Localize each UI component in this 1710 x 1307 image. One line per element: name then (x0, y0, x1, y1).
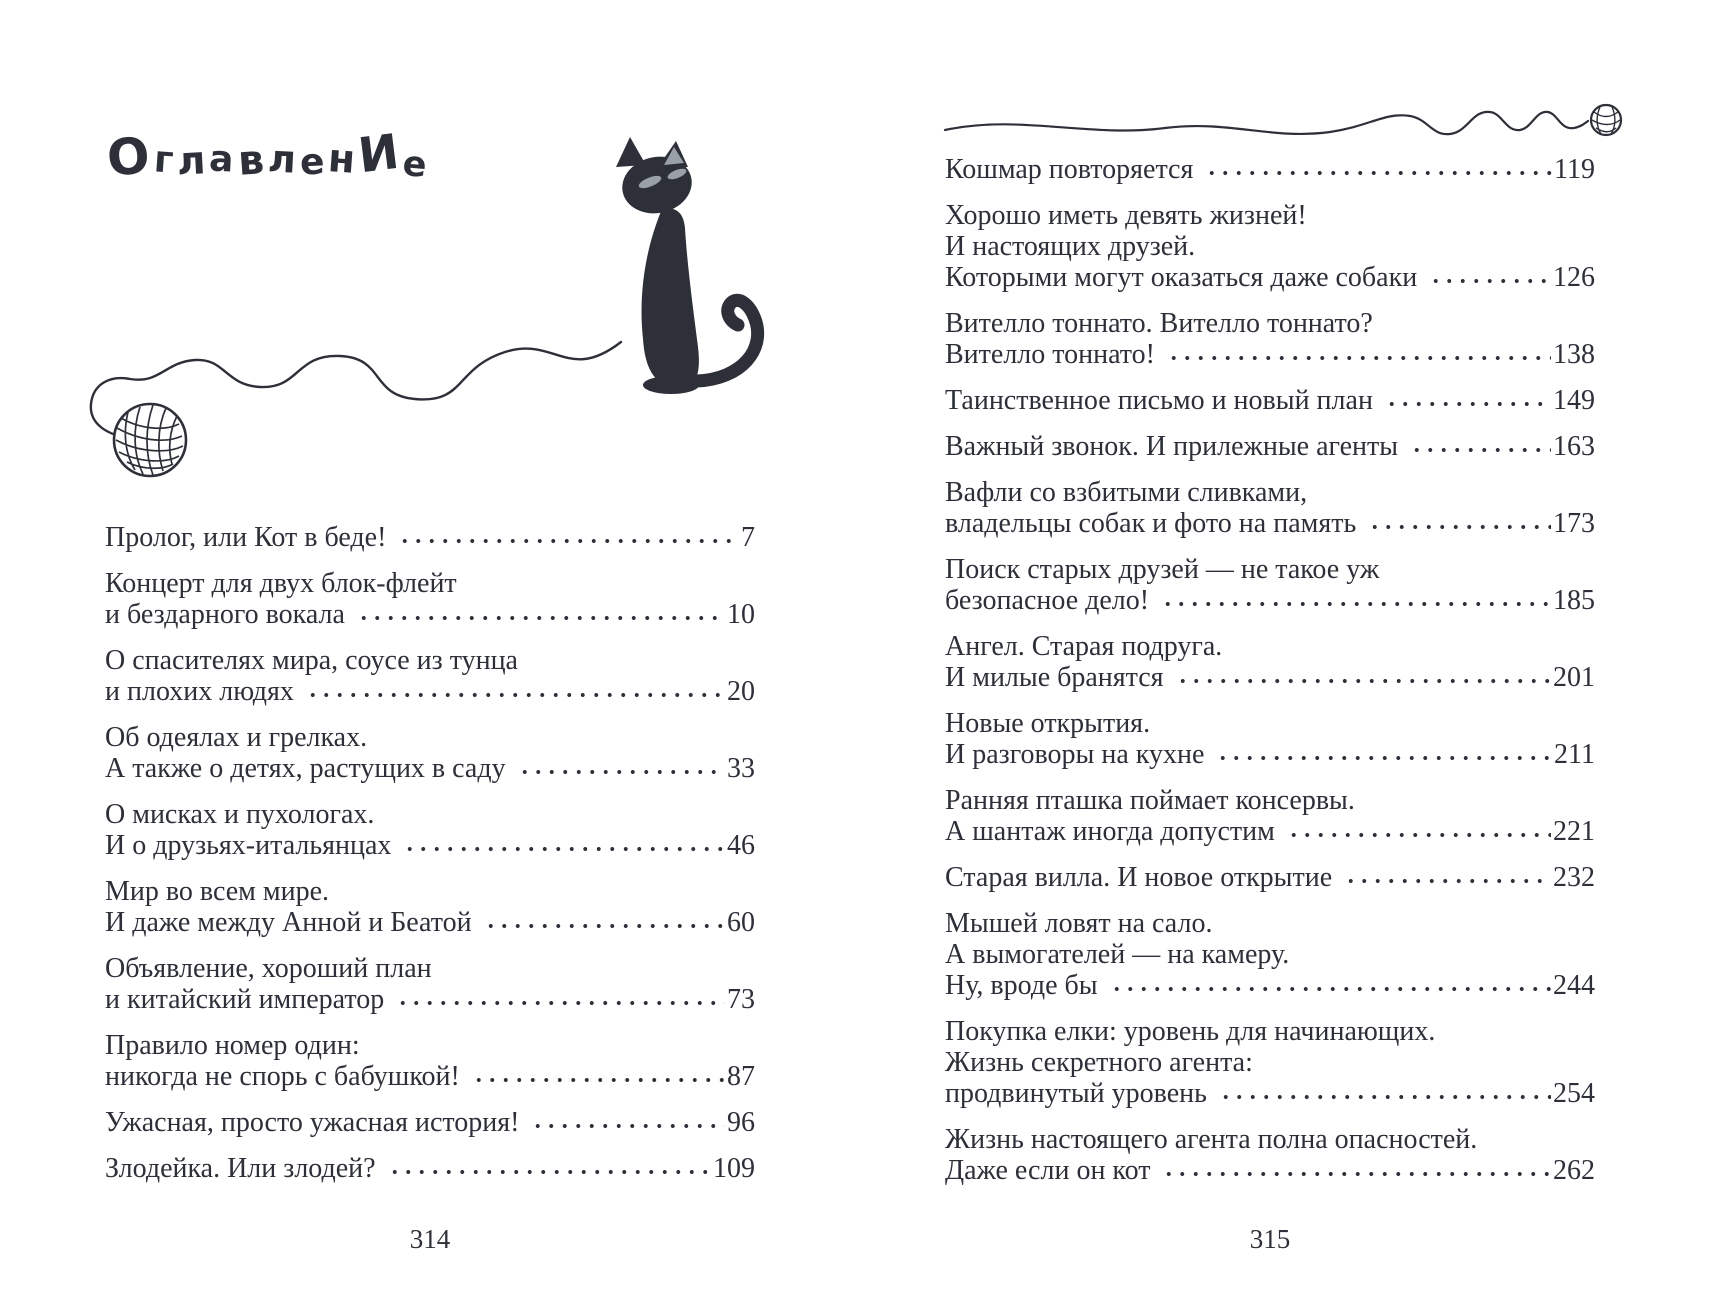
title-letter: г (152, 137, 175, 182)
toc-entry (105, 1030, 755, 1092)
toc-entry (105, 1107, 755, 1138)
toc-entry-text: Объявление, хороший план (105, 953, 432, 984)
toc-entry-page-number: 109 (713, 1153, 755, 1184)
toc-entry-page-number: 211 (1554, 739, 1595, 770)
toc-entry (105, 799, 755, 861)
toc-entry-page-number: 96 (727, 1107, 755, 1138)
dot-leader (527, 1107, 725, 1138)
toc-entry-text: О спасителях мира, соусе из тунца (105, 645, 518, 676)
toc-entry-text: Таинственное письмо и новый план (945, 385, 1373, 416)
toc-entry-page-number: 20 (727, 676, 755, 707)
toc-entry-page-number: 73 (727, 984, 755, 1015)
toc-entry (945, 154, 1595, 185)
dot-leader (399, 830, 725, 861)
title-letter: н (326, 136, 357, 183)
cat-icon (600, 133, 810, 418)
toc-entry-text: безопасное дело! (945, 585, 1150, 616)
toc-entry-text: А вымогателей — на камеру. (945, 939, 1290, 970)
toc-entry (945, 200, 1595, 293)
toc-entry-page-number: 232 (1553, 862, 1595, 893)
toc-entry-page-number: 33 (727, 753, 755, 784)
toc-entry-text: И настоящих друзей. (945, 231, 1196, 262)
toc-entry-text: И о друзьях-итальянцах (105, 830, 392, 861)
toc-entry-page-number: 46 (727, 830, 755, 861)
toc-entry (945, 431, 1595, 462)
toc-entry-page-number: 149 (1553, 385, 1595, 416)
toc-entry-text: Ангел. Старая подруга. (945, 631, 1223, 662)
toc-entry-text: Жизнь настоящего агента полна опасностей. (945, 1124, 1478, 1155)
toc-entry-page-number: 7 (741, 522, 755, 553)
toc-entry-text: Правило номер один: (105, 1030, 360, 1061)
title-letter: И (355, 123, 402, 185)
toc-entry-text: продвинутый уровень (945, 1078, 1207, 1109)
squiggle-line (940, 90, 1640, 152)
toc-entry-text: Жизнь секретного агента: (945, 1047, 1253, 1078)
toc-entry-text: Вителло тоннато. Вителло тоннато? (945, 308, 1373, 339)
dot-leader (1340, 862, 1551, 893)
toc-entry-text: Злодейка. Или злодей? (105, 1153, 376, 1184)
dot-leader (1283, 816, 1551, 847)
toc-entry-text: Поиск старых друзей — не такое уж (945, 554, 1380, 585)
toc-entry (945, 1016, 1595, 1109)
toc-entry-page-number: 60 (727, 907, 755, 938)
title-letter: О (104, 126, 152, 188)
title-letter: е (298, 141, 326, 184)
toc-entry-text: и плохих людях (105, 676, 294, 707)
toc-entry (105, 1153, 755, 1184)
toc-entry (945, 554, 1595, 616)
toc-entry-text: Пролог, или Кот в беде! (105, 522, 387, 553)
title-letter: а (208, 138, 235, 181)
toc-entry-page-number: 126 (1553, 262, 1595, 293)
dot-leader (1157, 585, 1551, 616)
toc-entry-page-number: 221 (1553, 816, 1595, 847)
toc-entry-text: Ну, вроде бы (945, 970, 1098, 1001)
dot-leader (1172, 662, 1551, 693)
toc-entry (105, 722, 755, 784)
toc-entry (945, 385, 1595, 416)
dot-leader (1201, 154, 1552, 185)
small-yarn-ball-icon (1591, 105, 1621, 135)
toc-entry-page-number: 244 (1553, 970, 1595, 1001)
page-title (104, 123, 429, 188)
book-page-right (945, 0, 1595, 1307)
dot-leader (1106, 970, 1551, 1001)
toc-entry-page-number: 87 (727, 1061, 755, 1092)
toc-entry-text: никогда не спорь с бабушкой! (105, 1061, 460, 1092)
dot-leader (1364, 508, 1551, 539)
dot-leader (468, 1061, 725, 1092)
toc-entry (945, 862, 1595, 893)
toc-entry-text: Вафли со взбитыми сливками, (945, 477, 1308, 508)
dot-leader (302, 676, 725, 707)
toc-entry (105, 568, 755, 630)
dot-leader (1212, 739, 1552, 770)
book-page-left (105, 0, 755, 1307)
toc-entry (945, 908, 1595, 1001)
toc-entry (945, 1124, 1595, 1186)
toc-entry-page-number: 185 (1553, 585, 1595, 616)
dot-leader (392, 984, 725, 1015)
toc-entry (945, 477, 1595, 539)
dot-leader (514, 753, 725, 784)
toc-entry-text: И разговоры на кухне (945, 739, 1205, 770)
toc-entry-text: Даже если он кот (945, 1155, 1151, 1186)
toc-entry-text: Важный звонок. И прилежные агенты (945, 431, 1399, 462)
toc-entry (945, 631, 1595, 693)
toc-entry-text: А шантаж иногда допустим (945, 816, 1275, 847)
toc-entry-text: А также о детях, растущих в саду (105, 753, 506, 784)
toc-entry-text: Мышей ловят на сало. (945, 908, 1213, 939)
toc-entry-page-number: 262 (1553, 1155, 1595, 1186)
page-number-right: 315 (1249, 1224, 1291, 1254)
toc-entry-page-number: 201 (1553, 662, 1595, 693)
toc-entry-text: и китайский император (105, 984, 385, 1015)
yarn-string-line (83, 328, 628, 483)
toc-entry-page-number: 138 (1553, 339, 1595, 370)
title-letter: в (236, 135, 266, 185)
toc-entry-text: Вителло тоннато! (945, 339, 1155, 370)
toc-entry (105, 953, 755, 1015)
toc-list-right (945, 154, 1595, 1201)
dot-leader (1425, 262, 1551, 293)
toc-entry (105, 876, 755, 938)
toc-entry-text: Об одеялах и грелках. (105, 722, 368, 753)
toc-entry-text: И даже между Анной и Беатой (105, 907, 472, 938)
dot-leader (394, 522, 739, 553)
toc-entry (945, 785, 1595, 847)
toc-entry-text: О мисках и пухологах. (105, 799, 375, 830)
toc-entry-text: Ужасная, просто ужасная история! (105, 1107, 520, 1138)
toc-entry (945, 708, 1595, 770)
title-letter: л (266, 136, 297, 182)
dot-leader (1215, 1078, 1551, 1109)
dot-leader (1381, 385, 1551, 416)
toc-entry-text: Ранняя пташка поймает консервы. (945, 785, 1355, 816)
toc-entry-text: Концерт для двух блок-флейт (105, 568, 457, 599)
page-number-left: 314 (409, 1224, 451, 1254)
toc-entry-page-number: 163 (1553, 431, 1595, 462)
toc-entry-text: владельцы собак и фото на память (945, 508, 1357, 539)
toc-entry-text: Мир во всем мире. (105, 876, 330, 907)
toc-entry-text: Которыми могут оказаться даже собаки (945, 262, 1418, 293)
toc-entry-text: и бездарного вокала (105, 599, 345, 630)
toc-entry-text: Хорошо иметь девять жизней! (945, 200, 1307, 231)
dot-leader (1163, 339, 1551, 370)
toc-entry-text: Кошмар повторяется (945, 154, 1194, 185)
title-letter: л (175, 138, 207, 185)
dot-leader (1158, 1155, 1551, 1186)
toc-entry (105, 645, 755, 707)
toc-entry-page-number: 10 (727, 599, 755, 630)
yarn-ball-icon (114, 404, 186, 476)
toc-entry-text: Покупка елки: уровень для начинающих. (945, 1016, 1436, 1047)
toc-list-left (105, 522, 755, 1199)
dot-leader (384, 1153, 711, 1184)
toc-entry (945, 308, 1595, 370)
toc-entry-text: И милые бранятся (945, 662, 1164, 693)
toc-entry (105, 522, 755, 553)
dot-leader (1406, 431, 1551, 462)
toc-entry-text: Новые открытия. (945, 708, 1151, 739)
dot-leader (480, 907, 725, 938)
toc-entry-page-number: 119 (1554, 154, 1595, 185)
toc-entry-page-number: 173 (1553, 508, 1595, 539)
toc-entry-text: Старая вилла. И новое открытие (945, 862, 1333, 893)
dot-leader (353, 599, 725, 630)
title-letter: е (401, 144, 429, 186)
toc-entry-page-number: 254 (1553, 1078, 1595, 1109)
